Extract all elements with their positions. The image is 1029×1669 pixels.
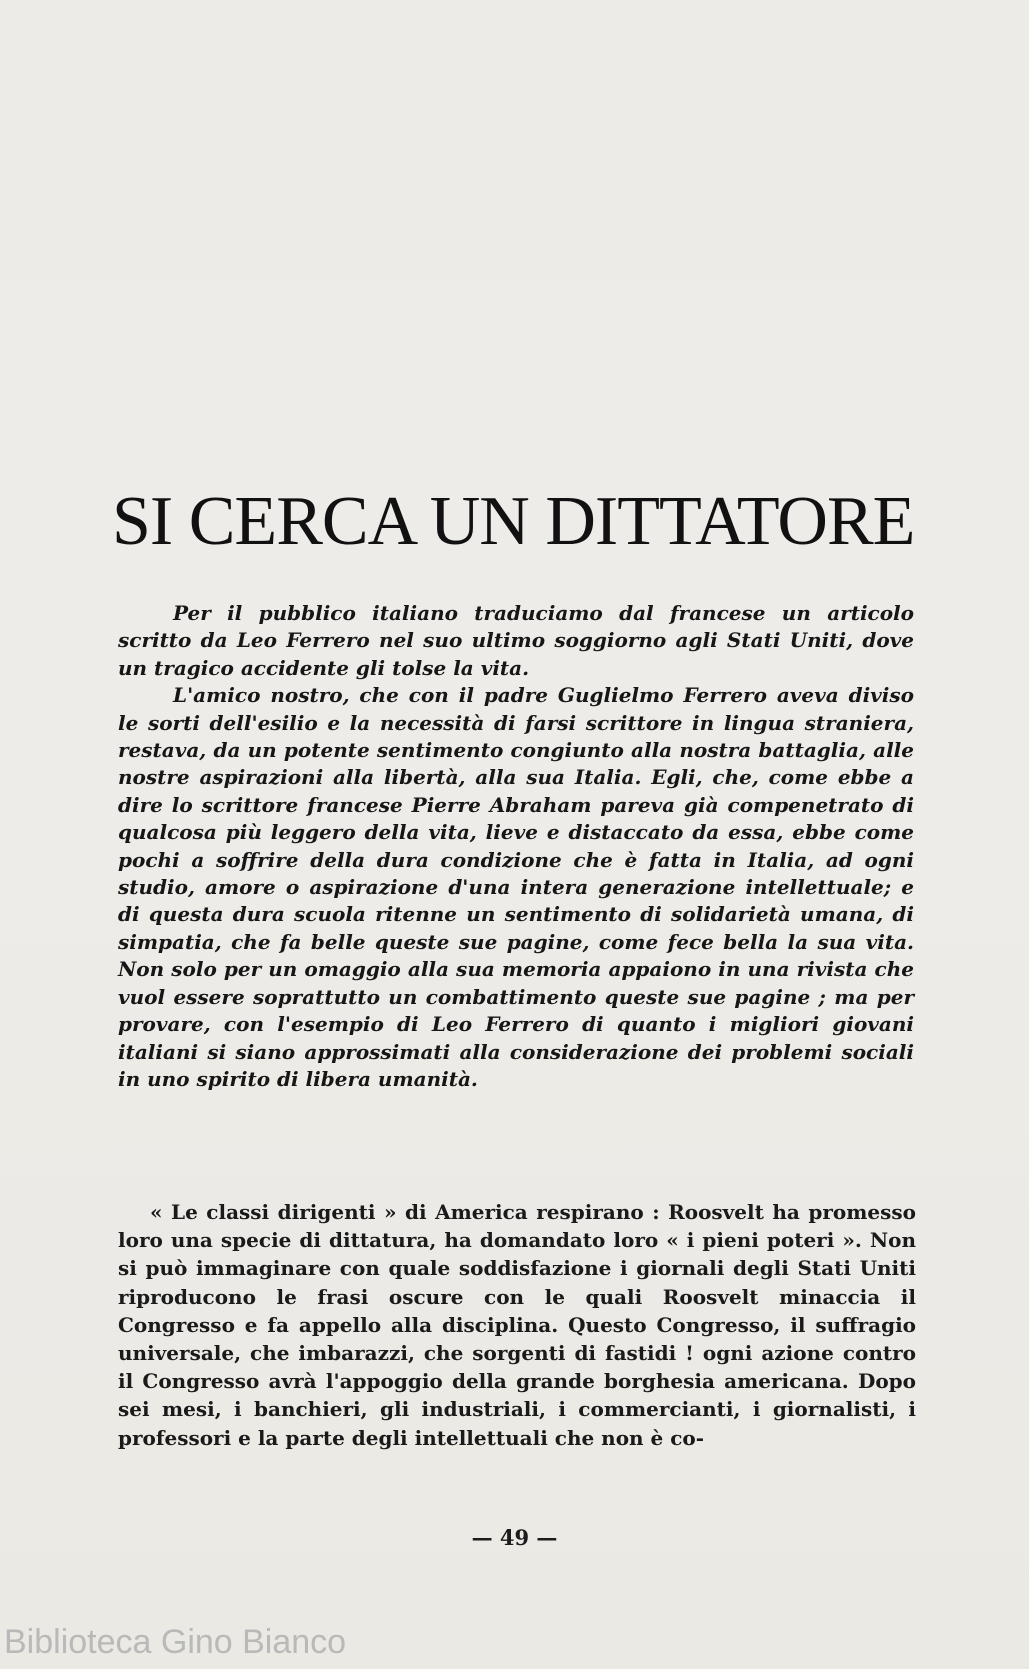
- library-watermark: Biblioteca Gino Bianco: [4, 1623, 347, 1661]
- article-title: SI CERCA UN DITTATORE: [112, 483, 915, 560]
- intro-paragraph: Per il pubblico italiano traduciamo dal francese un articolo scritto da Leo Ferrero nel suo ultimo soggiorno agli Stati Uniti, dove un tragico accidente gli tolse la vita.: [118, 601, 914, 680]
- page-number: — 49 —: [471, 1525, 558, 1550]
- article-body: [118, 1198, 916, 1452]
- intro-paragraph: L'amico nostro, che con il padre Guglielmo Ferrero aveva diviso le sorti dell'esilio e la necessità di farsi scrittore in lingua straniera, restava, da un potente sentimento congiunto alla nostra battaglia, alle nostre aspirazioni alla libertà, alla sua Italia. Egli, che, come ebbe a dire lo scrittore francese Pierre Abraham pareva già compenetrato di qualcosa più leggero della vita, lieve e distaccato da essa, ebbe come pochi a soffrire della dura condizione che è fatta in Italia, ad ogni studio, amore o aspirazione d'una intera generazione intellettuale; e di questa dura scuola ritenne un sentimento di solidarietà umana, di simpatia, che fa belle queste sue pagine, come fece bella la sua vita. Non solo per un omaggio alla sua memoria appaiono in una rivista che vuol essere soprattutto un combattimento queste sue pagine ; ma per provare, con l'esempio di Leo Ferrero di quanto i migliori giovani italiani si siano approssimati alla considerazione dei problemi sociali in uno spirito di libera umanità.: [118, 683, 914, 1091]
- intro-section: [118, 600, 914, 1093]
- body-paragraph: « Le classi dirigenti » di America respirano : Roosvelt ha promesso loro una specie di dittatura, ha domandato loro « i pieni poteri ». Non si può immaginare con quale soddisfazione i giornali degli Stati Uniti riproducono le frasi oscure con le quali Roosvelt minaccia il Congresso e fa appello alla disciplina. Questo Congresso, il suffragio universale, che imbarazzi, che sorgenti di fastidi ! ogni azione contro il Congresso avrà l'appoggio della grande borghesia americana. Dopo sei mesi, i banchieri, gli industriali, i commercianti, i giornalisti, i professori e la parte degli intellettuali che non è co-: [118, 1200, 916, 1450]
